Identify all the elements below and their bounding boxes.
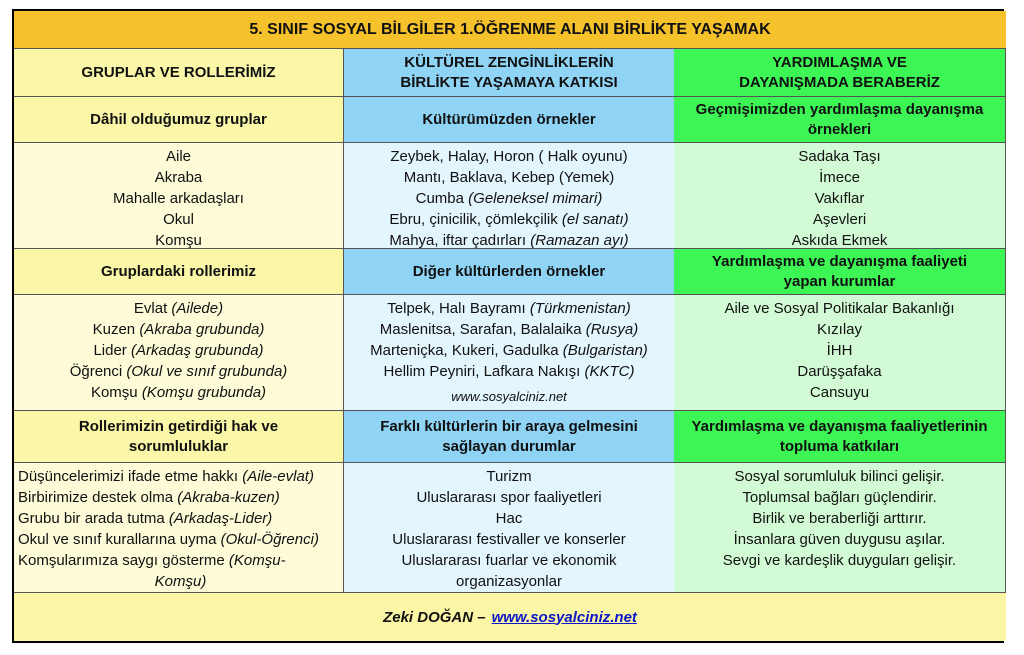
section-header-solidarity (674, 97, 1006, 143)
list-item (134, 298, 223, 319)
list-item (91, 382, 266, 403)
item-text: Hellim Peyniri, Lafkara Nakışı (383, 363, 585, 380)
item-text: Mantı, Baklava, Kebep (Yemek) (403, 169, 615, 186)
item-text: Evlat (133, 300, 172, 317)
list-item (155, 571, 207, 592)
list-item (18, 487, 280, 508)
item-text: Aile ve Sosyal Politikalar Bakanlığı (724, 300, 955, 317)
column-header-groups (14, 49, 344, 97)
section-header-groups (14, 411, 344, 463)
item-text: Turizm (486, 468, 532, 485)
list-item (486, 466, 531, 487)
item-tag: (Rusya) (585, 321, 639, 338)
item-text: Uluslararası festivaller ve konserler (392, 531, 626, 548)
item-text: Okul ve sınıf kurallarına uyma (18, 531, 221, 548)
list-item (734, 529, 946, 550)
list-item (155, 230, 202, 249)
worksheet-table (12, 9, 1004, 643)
list-cell-culture (344, 295, 674, 411)
item-text: Kızılay (816, 321, 862, 338)
item-text: Uluslararası spor faaliyetleri (416, 489, 602, 506)
item-text: Vakıflar (814, 190, 865, 207)
item-text: İHH (826, 342, 853, 359)
watermark-site: www.sosyalciniz.net (451, 389, 567, 404)
list-cell-solidarity (674, 143, 1006, 249)
list-item (817, 319, 862, 340)
list-item (404, 167, 614, 188)
item-text: Telpek, Halı Bayramı (387, 300, 530, 317)
list-item (370, 340, 648, 361)
item-tag: (Ailede) (171, 300, 224, 317)
list-item (734, 466, 944, 487)
item-tag: (Aile-evlat) (242, 468, 314, 485)
header-line: Diğer kültürlerden örnekler (412, 262, 606, 280)
list-item (456, 571, 562, 592)
header-line: topluma katkıları (779, 437, 900, 455)
item-text: Okul (163, 211, 194, 228)
list-item (813, 209, 866, 230)
item-text: Akraba (154, 169, 203, 186)
list-cell-culture (344, 463, 674, 593)
item-text: İmece (819, 169, 860, 186)
header-line: Geçmişimizden yardımlaşma dayanışma (695, 100, 984, 118)
footer-link[interactable]: www.sosyalciniz.net (491, 608, 637, 626)
header-line: KÜLTÜREL ZENGİNLİKLERİN (404, 53, 614, 71)
item-text: Kuzen (92, 321, 140, 338)
header-line: sağlayan durumlar (442, 437, 576, 455)
footer (14, 593, 1006, 641)
section-header-culture (344, 411, 674, 463)
item-text: Öğrenci (69, 363, 127, 380)
list-cell-groups (14, 463, 344, 593)
item-text: Cansuyu (809, 384, 870, 401)
header-line: Farklı kültürlerin bir araya gelmesini (380, 417, 638, 435)
list-item (18, 529, 319, 550)
header-line: Kültürümüzden örnekler (422, 110, 596, 128)
list-item (166, 146, 191, 167)
list-item (113, 188, 244, 209)
list-item (93, 340, 263, 361)
item-text: Lider (93, 342, 131, 359)
header-line: GRUPLAR VE ROLLERİMİZ (81, 63, 276, 81)
list-item (389, 209, 628, 230)
list-item (416, 487, 601, 508)
item-text: Cumba (415, 190, 469, 207)
list-item (724, 298, 954, 319)
header-line: Yardımlaşma ve dayanışma faaliyetlerinin (691, 417, 988, 435)
item-tag: (Komşu grubunda) (141, 384, 267, 401)
item-text: Ebru, çinicilik, çömlekçilik (389, 211, 562, 228)
section-header-solidarity (674, 411, 1006, 463)
list-item (392, 529, 625, 550)
list-item (798, 146, 880, 167)
header-line: yapan kurumlar (783, 272, 896, 290)
header-line: örnekleri (807, 120, 872, 138)
item-text: Komşu (155, 232, 202, 249)
list-item (18, 466, 314, 487)
item-text: Birbirimize destek olma (18, 489, 178, 506)
column-header-solidarity (674, 49, 1006, 97)
item-text: Birlik ve beraberliği arttırır. (752, 510, 927, 527)
item-tag: (Ramazan ayı) (530, 232, 629, 249)
item-text: Aile (165, 148, 191, 165)
item-text: Marteniçka, Kukeri, Gadulka (370, 342, 563, 359)
item-tag: (Bulgaristan) (562, 342, 648, 359)
list-item (723, 550, 956, 571)
list-item (797, 361, 881, 382)
item-text: Askıda Ekmek (791, 232, 888, 249)
item-text: Toplumsal bağları güçlendirir. (742, 489, 937, 506)
item-tag: (Akraba grubunda) (139, 321, 265, 338)
item-text: organizasyonlar (456, 573, 562, 590)
list-item (70, 361, 288, 382)
item-text: İnsanlara güven duygusu aşılar. (733, 531, 946, 548)
footer-author: Zeki DOĞAN – (383, 608, 486, 626)
header-line: Gruplardaki rollerimiz (100, 262, 257, 280)
section-header-groups (14, 97, 344, 143)
list-item (384, 361, 635, 382)
item-tag: (Okul-Öğrenci) (220, 531, 319, 548)
item-tag: (Arkadaş grubunda) (130, 342, 264, 359)
item-tag: (KKTC) (584, 363, 635, 380)
list-item (742, 487, 936, 508)
header-line: Dâhil olduğumuz gruplar (90, 110, 267, 128)
list-item (390, 146, 627, 167)
list-cell-solidarity (674, 295, 1006, 411)
list-item (163, 209, 194, 230)
list-item (815, 188, 865, 209)
item-text: Komşularımıza saygı gösterme (18, 552, 229, 569)
section-header-culture (344, 97, 674, 143)
header-line: BİRLİKTE YAŞAMAYA KATKISI (400, 73, 618, 91)
list-item (401, 550, 616, 571)
list-item (819, 167, 860, 188)
item-tag: (el sanatı) (561, 211, 629, 228)
list-item (93, 319, 265, 340)
item-text: Düşüncelerimizi ifade etme hakkı (18, 468, 243, 485)
list-item (752, 508, 926, 529)
item-text: Zeybek, Halay, Horon ( Halk oyunu) (390, 148, 628, 165)
item-text: Maslenitsa, Sarafan, Balalaika (379, 321, 586, 338)
list-item (18, 508, 272, 529)
header-line: sorumluluklar (128, 437, 229, 455)
column-header-culture (344, 49, 674, 97)
list-cell-groups (14, 295, 344, 411)
list-item (155, 167, 203, 188)
list-cell-culture (344, 143, 674, 249)
section-header-groups (14, 249, 344, 295)
page-title: 5. SINIF SOSYAL BİLGİLER 1.ÖĞRENME ALANI BİRLİKTE YAŞAMAK (14, 11, 1006, 49)
item-text: Sadaka Taşı (798, 148, 881, 165)
item-tag: (Arkadaş-Lider) (168, 510, 273, 527)
section-header-culture (344, 249, 674, 295)
header-line: Rollerimizin getirdiği hak ve (78, 417, 279, 435)
item-text: Hac (495, 510, 523, 527)
item-tag: (Komşu- (228, 552, 286, 569)
list-item (792, 230, 888, 249)
item-text: Komşu (90, 384, 142, 401)
item-tag: Komşu) (154, 573, 207, 590)
item-tag: (Okul ve sınıf grubunda) (126, 363, 288, 380)
item-text: Sosyal sorumluluk bilinci gelişir. (734, 468, 945, 485)
list-item (18, 550, 286, 571)
item-text: Aşevleri (812, 211, 867, 228)
list-item (827, 340, 853, 361)
item-text: Mahya, iftar çadırları (389, 232, 531, 249)
section-header-solidarity (674, 249, 1006, 295)
list-cell-groups (14, 143, 344, 249)
list-item (389, 230, 628, 249)
header-line: YARDIMLAŞMA VE (772, 53, 907, 71)
list-item (810, 382, 869, 403)
item-tag: (Türkmenistan) (529, 300, 631, 317)
item-text: Grubu bir arada tutma (18, 510, 169, 527)
list-item (380, 319, 638, 340)
item-tag: (Geleneksel mimari) (468, 190, 603, 207)
header-line: DAYANIŞMADA BERABERİZ (739, 73, 940, 91)
item-text: Uluslararası fuarlar ve ekonomik (401, 552, 617, 569)
item-text: Mahalle arkadaşları (113, 190, 244, 207)
header-line: Yardımlaşma ve dayanışma faaliyeti (711, 252, 968, 270)
list-cell-solidarity (674, 463, 1006, 593)
list-item (496, 508, 523, 529)
item-text: Darüşşafaka (797, 363, 882, 380)
item-tag: (Akraba-kuzen) (177, 489, 280, 506)
list-item (416, 188, 603, 209)
list-item (387, 298, 630, 319)
item-text: Sevgi ve kardeşlik duyguları gelişir. (722, 552, 957, 569)
